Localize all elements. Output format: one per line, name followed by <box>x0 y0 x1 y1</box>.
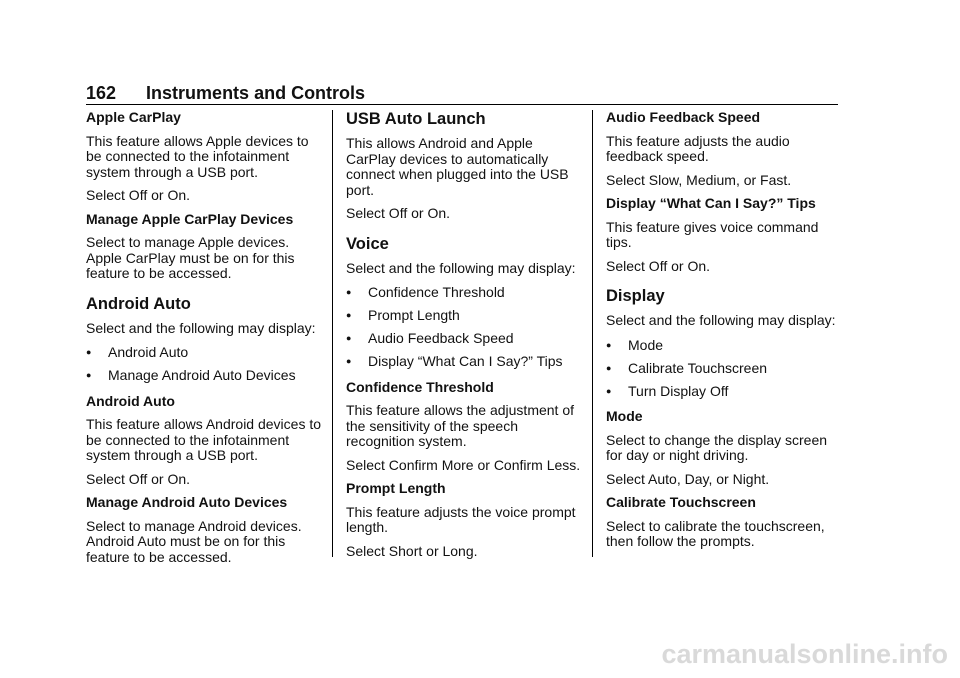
paragraph: Select and the following may display: <box>86 319 316 336</box>
section-heading-display: Display <box>606 287 665 305</box>
bullet-icon: ● <box>86 347 92 357</box>
subheading-confidence-threshold: Confidence Threshold <box>346 378 494 395</box>
bullet-icon: ● <box>346 333 352 343</box>
list-item <box>606 338 842 354</box>
list-item <box>346 308 582 324</box>
page-number: 162 <box>86 83 117 103</box>
paragraph: Select Off or On. <box>606 257 711 274</box>
paragraph: Select Confirm More or Confirm Less. <box>346 456 581 473</box>
subheading-calibrate-touchscreen: Calibrate Touchscreen <box>606 494 756 510</box>
subheading-audio-feedback-speed: Audio Feedback Speed <box>606 109 761 125</box>
list-item-label: Turn Display Off <box>628 382 729 399</box>
section-heading-voice: Voice <box>346 234 389 253</box>
column-3 <box>606 110 842 558</box>
bullet-icon: ● <box>346 356 352 366</box>
list-item-label: Prompt Length <box>368 307 460 323</box>
list-item <box>86 345 322 361</box>
bullet-icon: ● <box>86 370 92 380</box>
list-item <box>346 354 582 370</box>
header-divider <box>86 104 838 105</box>
list-item-label: Manage Android Auto Devices <box>108 367 296 383</box>
subheading-android-auto: Android Auto <box>86 392 175 409</box>
watermark-logo: carmanualsonline.info <box>661 639 948 669</box>
list-item <box>86 368 322 384</box>
subheading-display-tips: Display “What Can I Say?” Tips <box>606 195 816 211</box>
paragraph: Select Off or On. <box>346 205 451 221</box>
bullet-icon: ● <box>606 339 612 350</box>
paragraph: Select to change the display screen for day or night driving. <box>606 431 828 463</box>
section-heading-usb-auto-launch: USB Auto Launch <box>346 110 486 128</box>
subheading-manage-android-devices: Manage Android Auto Devices <box>86 494 288 510</box>
section-heading-android-auto: Android Auto <box>86 294 191 313</box>
paragraph: Select Off or On. <box>86 187 191 203</box>
list-item-label: Confidence Threshold <box>368 284 505 300</box>
list-item-label: Mode <box>628 336 664 353</box>
column-divider-2 <box>592 110 593 557</box>
paragraph: This feature allows Apple devices to be connected to the infotainment system through a USB port. <box>86 132 309 180</box>
page-title: Instruments and Controls <box>146 83 366 103</box>
list-item-label: Calibrate Touchscreen <box>628 359 768 376</box>
list-item-label: Audio Feedback Speed <box>368 330 514 346</box>
paragraph: This allows Android and Apple CarPlay devices to automatically connect when plugged into the USB port. <box>346 135 569 198</box>
paragraph: This feature adjusts the audio feedback speed. <box>606 132 790 164</box>
subheading-apple-carplay: Apple CarPlay <box>86 109 181 125</box>
paragraph: Select Slow, Medium, or Fast. <box>606 171 792 188</box>
list-item <box>606 361 842 377</box>
page-header <box>86 83 365 104</box>
list-item-label: Display “What Can I Say?” Tips <box>368 353 563 369</box>
subheading-prompt-length: Prompt Length <box>346 480 446 496</box>
subheading-manage-apple-devices: Manage Apple CarPlay Devices <box>86 210 294 227</box>
column-1 <box>86 110 322 573</box>
subheading-mode: Mode <box>606 408 643 424</box>
bullet-icon: ● <box>606 385 612 396</box>
paragraph: Select to calibrate the touchscreen, then follow the prompts. <box>606 517 825 549</box>
list-item-label: Android Auto <box>108 344 189 360</box>
paragraph: Select Short or Long. <box>346 542 478 559</box>
list-item <box>606 384 842 400</box>
paragraph: This feature gives voice command tips. <box>606 218 819 250</box>
paragraph: This feature allows Android devices to be connected to the infotainment system through a USB port. <box>86 416 322 463</box>
column-divider-1 <box>332 110 333 557</box>
list-item <box>346 285 582 301</box>
paragraph: Select Off or On. <box>86 470 191 487</box>
paragraph: This feature adjusts the voice prompt length. <box>346 503 576 535</box>
paragraph: This feature allows the adjustment of the sensitivity of the speech recognition system. <box>346 402 575 449</box>
bullet-icon: ● <box>606 362 612 373</box>
bullet-icon: ● <box>346 310 352 320</box>
bullet-icon: ● <box>346 287 352 297</box>
paragraph: Select and the following may display: <box>606 312 836 328</box>
column-2 <box>346 110 582 567</box>
list-item <box>346 331 582 347</box>
paragraph: Select to manage Apple devices. Apple CarPlay must be on for this feature to be accessed. <box>86 234 295 281</box>
paragraph: Select Auto, Day, or Night. <box>606 470 770 487</box>
paragraph: Select to manage Android devices. Android Auto must be on for this feature to be accessed. <box>86 517 302 565</box>
paragraph: Select and the following may display: <box>346 259 576 276</box>
